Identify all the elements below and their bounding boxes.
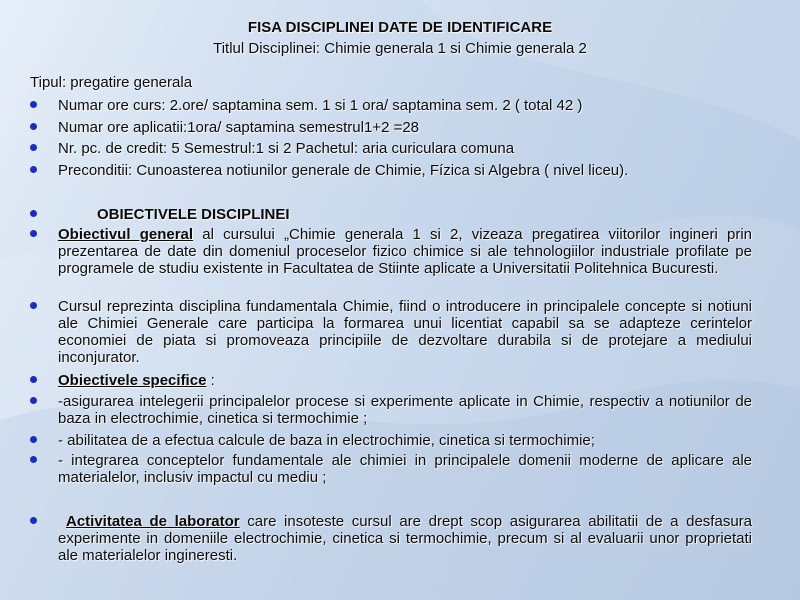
list-item-laboratory	[30, 513, 752, 564]
specific-objectives-label: Obiectivele specifice	[58, 372, 207, 389]
list-item-course-description	[30, 298, 752, 366]
list-item-general-objective	[30, 226, 752, 277]
bullet-icon	[30, 144, 37, 151]
list-item-specific-objectives	[30, 372, 752, 389]
list-item-specific-2	[30, 432, 752, 449]
specific-objective-3-text: - integrarea conceptelor fundamentale ale chimiei in principalele domenii moderne de aplicare ale materialelor, inclusiv impactul cu mediu ;	[58, 452, 752, 486]
course-hours-text: Numar ore curs: 2.ore/ saptamina sem. 1 si 1 ora/ saptamina sem. 2 ( total 42 )	[58, 97, 583, 114]
bullet-icon	[30, 397, 37, 404]
course-type: Tipul: pregatire generala	[30, 74, 193, 91]
prerequisites-text: Preconditii: Cunoasterea notiunilor generale de Chimie, Fízica si Algebra ( nivel liceu).	[58, 162, 629, 179]
general-objective-label: Obiectivul general	[58, 226, 194, 243]
general-objective-text: al cursului „Chimie generala 1 si 2, vizeaza pregatirea viitorilor ingineri prin prezentarea de date din domeniul proceselor fizico chimice si ale tehnologiilor industriale profilate pe programele de studiu existente in Facultatea de Stiinte aplicate a Universitatii Politehnica Bucuresti.	[58, 226, 752, 277]
objectives-heading: OBIECTIVELE DISCIPLINEI	[97, 206, 290, 223]
list-item-application-hours	[30, 119, 752, 136]
bullet-icon	[30, 302, 37, 309]
slide-subtitle: Titlul Disciplinei: Chimie generala 1 si Chimie generala 2	[213, 40, 587, 57]
bullet-icon	[30, 376, 37, 383]
specific-objectives-suffix: :	[206, 372, 215, 389]
list-item-objectives-heading	[30, 206, 752, 223]
bullet-icon	[30, 166, 37, 173]
specific-objective-2-text: - abilitatea de a efectua calcule de baza in electrochimie, cinetica si termochimie;	[58, 432, 595, 449]
list-item-course-hours	[30, 97, 752, 114]
bullet-icon	[30, 123, 37, 130]
bullet-icon	[30, 101, 37, 108]
list-item-credits	[30, 140, 752, 157]
application-hours-text: Numar ore aplicatii:1ora/ saptamina semestrul1+2 =28	[58, 119, 420, 136]
course-description-text: Cursul reprezinta disciplina fundamentala Chimie, fiind o introducere in principalele concepte si notiuni ale Chimiei Generale care participa la formarea unui licentiat capabil sa se adapteze cerintelor economiei de piata si promoveaza principiile de dezvoltare durabila si de protejare a mediului inconjurator.	[58, 298, 752, 366]
laboratory-text: care insoteste cursul are drept scop asigurarea abilitatii de a desfasura experimente in domeniile electrochimie, cinetica si termochimie, precum si al evaluarii unor proprietati ale materialelor ingineresti.	[58, 513, 752, 564]
bullet-icon	[30, 230, 37, 237]
list-item-specific-1	[30, 393, 752, 427]
list-item-prerequisites	[30, 162, 752, 179]
specific-objective-1-text: -asigurarea intelegerii principalelor procese si experimente aplicate in Chimie, respectiv a notiunilor de baza in electrochimie, cinetica si termochimie ;	[58, 393, 752, 427]
bullet-icon	[30, 456, 37, 463]
bullet-icon	[30, 210, 37, 217]
bullet-icon	[30, 517, 37, 524]
laboratory-label: Activitatea de laborator	[66, 513, 240, 530]
slide-title: FISA DISCIPLINEI DATE DE IDENTIFICARE	[247, 19, 553, 36]
list-item-specific-3	[30, 452, 752, 486]
bullet-icon	[30, 436, 37, 443]
credits-text: Nr. pc. de credit: 5 Semestrul:1 si 2 Pachetul: aria curiculara comuna	[58, 140, 515, 157]
